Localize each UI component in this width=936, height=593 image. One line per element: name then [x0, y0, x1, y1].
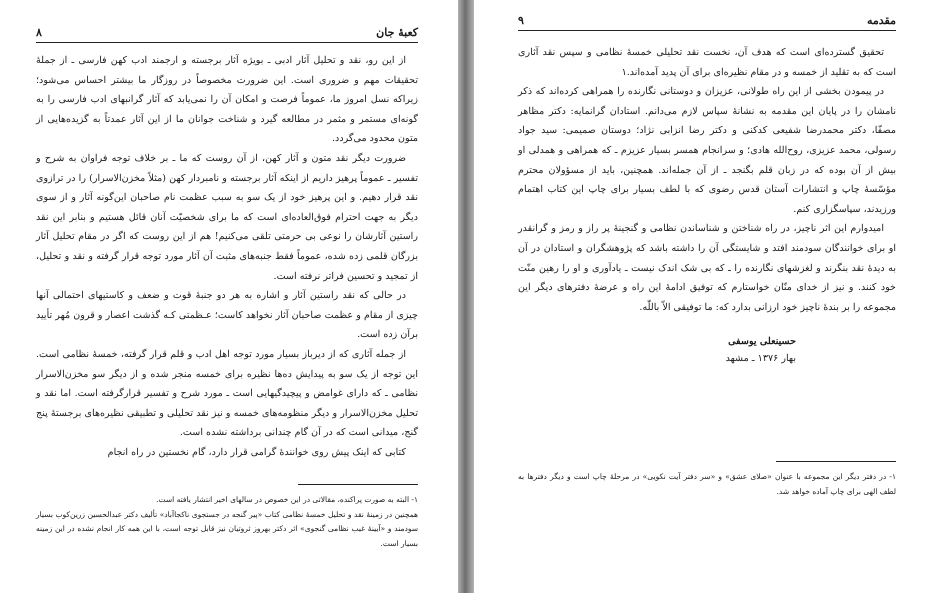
- author-name: حسینعلی یوسفی: [728, 336, 796, 348]
- date-place: بهار ۱۳۷۶ ـ مشهد: [725, 353, 796, 365]
- page-number: ۹: [518, 14, 524, 27]
- footnote: ۱- در دفتر دیگر این مجموعه با عنوان «صلای عشق» و «سر دفتر آیت نکویی» در مرحلهٔ چاپ است و دیگر دفترها به لطف الهی برای چاپ آماده خواهد شد.: [518, 472, 896, 496]
- signature: [518, 333, 896, 367]
- paragraph: کتابی که اینک پیش روی خوانندهٔ گرامی قرار دارد، گام نخستین در راه انجام: [107, 446, 406, 458]
- book-gutter: [458, 0, 474, 593]
- paragraph: از این رو، نقد و تحلیل آثار ادبی ـ بویژه آثار برجسته و ارجمند ادب کهن فارسی ـ از جملهٔ تحقیقات مهم و ضروری است. این ضرورت مخصوصاً در روزگار ما بیشتر احساس می‌شود؛ زیراکه نسل امروز ما، عموماً فرصت و امکان آن را نمی‌یابد که آثار گرانبهای ادب فارسی را به گونه‌ای مستمر و مثمر در مطالعه گیرد و شناخت جوانان ما از این آثار عمدتاً به گزیده‌هایی از متون محدود می‌گردد.: [36, 55, 418, 145]
- footnotes: [36, 493, 418, 551]
- paragraph: از جمله آثاری که از دیرباز بسیار مورد توجه اهل ادب و قلم قرار گرفته، خمسهٔ نظامی است. این توجه از یک سو به پیدایش ده‌ها نظیره برای خمسه منجر شده و از دیگر سو مخزن‌الاسرار نظامی ـ که دارای غوامض و پیچیدگیهایی است ـ مورد شرح و تفسیر قرارگرفته است. اما نقد و تحلیل مخزن‌الاسرار و دیگر منظومه‌های خمسه و نیز نقد تحلیلی و تطبیقی نظیره‌های برجستهٔ پنج گنج، میدانی است که در آن گام چندانی برداشته نشده است.: [36, 348, 418, 439]
- paragraph: تحقیق گسترده‌ای است که هدف آن، نخست نقد تحلیلی خمسهٔ نظامی و سپس نقد آثاری است که به تقلید از خمسه و در مقام نظیره‌ای برای آن پدید آمده‌اند.۱: [518, 47, 896, 78]
- footnote-rule: [298, 484, 418, 485]
- footnotes: [518, 470, 896, 499]
- footnote: همچنین در زمینهٔ نقد و تحلیل خمسهٔ نظامی کتاب «پیر گنجه در جستجوی ناکجاآباد» تألیف دکتر عبدالحسین زرین‌کوب بسیار سودمند و «آیینهٔ غیب نظامی گنجوی» اثر دکتر بهروز ثروتیان نیز قابل توجه است، با این همه کار انجام نشده در این زمینه بسیار است.: [36, 509, 418, 548]
- footnote-rule: [776, 461, 896, 462]
- header-title: کعبهٔ جان: [376, 26, 418, 39]
- body-text: [36, 51, 418, 462]
- body-text: [518, 43, 896, 317]
- paragraph: در پیمودن بخشی از این راه طولانی، عزیزان و دوستانی نگارنده را همراهی کرده‌اند که ذکر نامشان را در پایان این مقدمه به نشانهٔ سپاس لازم می‌دانم. استادان گرانمایه: دکتر مظاهر مصفّا، دکتر محمدرضا شفیعی کدکنی و دکتر رضا انزابی نژاد؛ دوستان صمیمی: سید جواد رسولی، محمد عزیزی، روح‌الله هادی؛ و سرانجام همسر بسیار عزیزم ـ که همراهی و همدلی او بیش از آن بوده که در زبان قلم بگنجد ـ از آن جمله‌اند. همچنین، باید از مسؤولان محترم مؤسّسهٔ چاپ و انتشارات آستان قدس رضوی که با لطف بسیار برای چاپ این کتاب اهتمام ورزیدند، سپاسگزاری کنم.: [518, 86, 896, 215]
- header-title: مقدمه: [866, 14, 896, 27]
- paragraph: امیدوارم این اثر ناچیز، در راه شناختن و شناساندن نظامی و گنجینهٔ پر راز و رمز و گرانقدر او برای خوانندگان سودمند افتد و شایستگی آن را داشته باشد که پژوهشگران و استادان در آن به دیدهٔ نقد بنگرند و لغزشهای نگارنده را ـ که بی شک اندک نیست ـ یادآوری و او را رهین منّت خود کنند. و نیز از خدای منّان خواستارم که توفیق ادامهٔ این راه و عرضهٔ دفترهای دیگر این مجموعه را بر بندهٔ ناچیز خود ارزانی بدارد که: ما توفیقی الاّ باللّٰه.: [518, 223, 896, 313]
- running-head: [518, 14, 896, 31]
- paragraph: ضرورت دیگر نقد متون و آثار کهن، از آن روست که ما ـ بر خلاف توجه فراوان به شرح و تفسیر ـ عموماً پرهیز داریم از اینکه آثار برجسته و نامبردار کهن (مثلاً مخزن‌الاسرار) را در ترازوی نقد قرار دهیم. و این پرهیز خود از یک سو به سبب عظمت نام صاحبان این‌گونه آثار و از سوی دیگر به جهت احترام فوق‌العاده‌ای است که ما برای شخصیّت آنان قائل هستیم و بنابر این نقد راستین آثارشان را نوعی بی حرمتی تلقی می‌کنیم! هم از این روست که اگر در مقام تحلیل آثار بزرگان قلمی زده شده، عموماً فقط جنبه‌های مثبت آن آثار مورد توجه قرار گرفته و نقد و تحلیل، از تمجید و تحسین فراتر نرفته است.: [36, 152, 418, 282]
- page-number: ۸: [36, 26, 42, 39]
- footnote: ۱- البته به صورت پراکنده، مقالاتی در این خصوص در سالهای اخیر انتشار یافته است.: [156, 495, 418, 505]
- running-head: [36, 26, 418, 43]
- paragraph: در حالی که نقد راستین آثار و اشاره به هر دو جنبهٔ قوت و ضعف و کاستیهای احتمالی آنها چیزی از مقام و عظمت صاحبان آثار نخواهد کاست؛ عـظمتی کـه گذشت اعصار و قرون مُهر تأیید برآن زده است.: [36, 290, 418, 341]
- left-page: [0, 0, 458, 593]
- right-page: [474, 0, 936, 593]
